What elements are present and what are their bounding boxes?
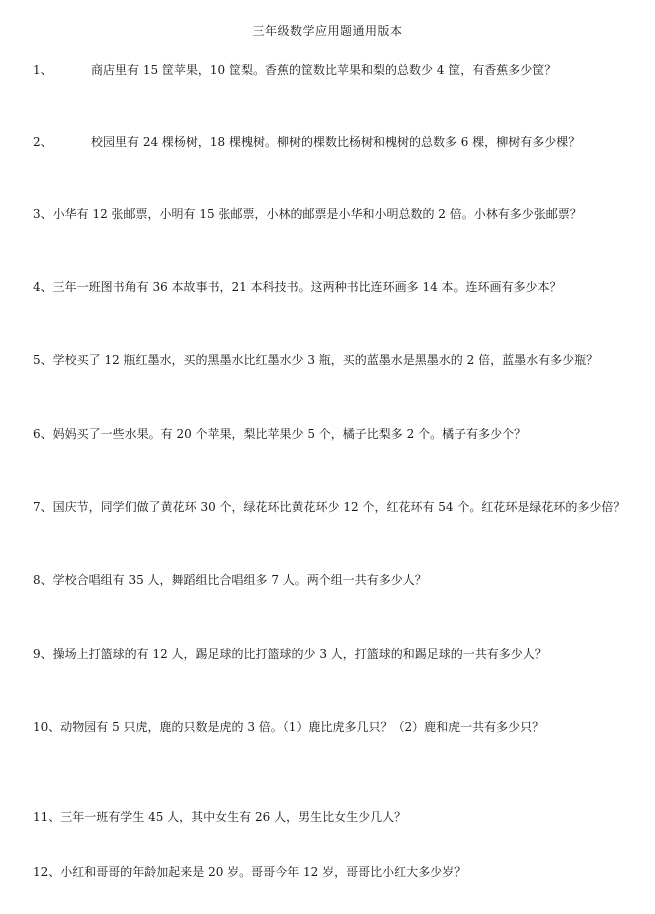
question-text: 学校买了 12 瓶红墨水，买的黑墨水比红墨水少 3 瓶，买的蓝墨水是黑墨水的 2 倍，蓝墨水有多少瓶？: [52, 353, 599, 367]
question-number: 6、: [33, 427, 53, 441]
question-4: [33, 279, 635, 295]
question-9: [33, 646, 635, 662]
question-number: 5、: [33, 353, 53, 367]
question-text: 三年一班有学生 45 人，其中女生有 26 人，男生比女生少几人？: [60, 810, 407, 824]
question-text: 操场上打篮球的有 12 人，踢足球的比打篮球的少 3 人，打篮球的和踢足球的一共有多少人？: [52, 647, 547, 661]
question-text: 学校合唱组有 35 人，舞蹈组比合唱组多 7 人。两个组一共有多少人？: [52, 573, 427, 587]
question-text: 妈妈买了一些水果。有 20 个苹果，梨比苹果少 5 个，橘子比梨多 2 个。橘子有多少个？: [52, 427, 527, 441]
question-text: 商店里有 15 筐苹果，10 筐梨。香蕉的筐数比苹果和梨的总数少 4 筐，有香蕉多少筐？: [91, 63, 557, 77]
question-10: [33, 719, 635, 735]
question-number: 10、: [33, 720, 61, 734]
question-number: 1、: [33, 63, 53, 77]
question-number: 7、: [33, 500, 53, 514]
question-text: 国庆节，同学们做了黄花环 30 个，绿花环比黄花环少 12 个，红花环有 54 个。红花环是绿花环的多少倍？: [52, 500, 626, 514]
question-text: 动物园有 5 只虎，鹿的只数是虎的 3 倍。（1）鹿比虎多几只？（2）鹿和虎一共有多少只？: [60, 720, 545, 734]
question-text: 小红和哥哥的年龄加起来是 20 岁。哥哥今年 12 岁，哥哥比小红大多少岁？: [60, 865, 467, 879]
question-11: [33, 809, 635, 825]
question-number: 2、: [33, 135, 53, 149]
question-text: 校园里有 24 棵杨树，18 棵槐树。柳树的棵数比杨树和槐树的总数多 6 棵，柳树有多少棵？: [91, 135, 581, 149]
question-1: [33, 62, 635, 78]
question-2: [33, 134, 635, 150]
question-text: 三年一班图书角有 36 本故事书，21 本科技书。这两种书比连环画多 14 本。连环画有多少本？: [52, 280, 562, 294]
question-5: [33, 352, 635, 368]
question-8: [33, 572, 635, 588]
question-number: 3、: [33, 207, 53, 221]
question-6: [33, 426, 635, 442]
question-12: [33, 864, 635, 880]
question-number: 4、: [33, 280, 53, 294]
document-title: 三年级数学应用题通用版本: [252, 24, 403, 38]
question-number: 11、: [33, 810, 61, 824]
question-3: [33, 206, 635, 222]
question-text: 小华有 12 张邮票，小明有 15 张邮票，小林的邮票是小华和小明总数的 2 倍。小林有多少张邮票？: [52, 207, 582, 221]
question-number: 12、: [33, 865, 61, 879]
question-number: 9、: [33, 647, 53, 661]
question-7: [33, 499, 635, 515]
question-number: 8、: [33, 573, 53, 587]
